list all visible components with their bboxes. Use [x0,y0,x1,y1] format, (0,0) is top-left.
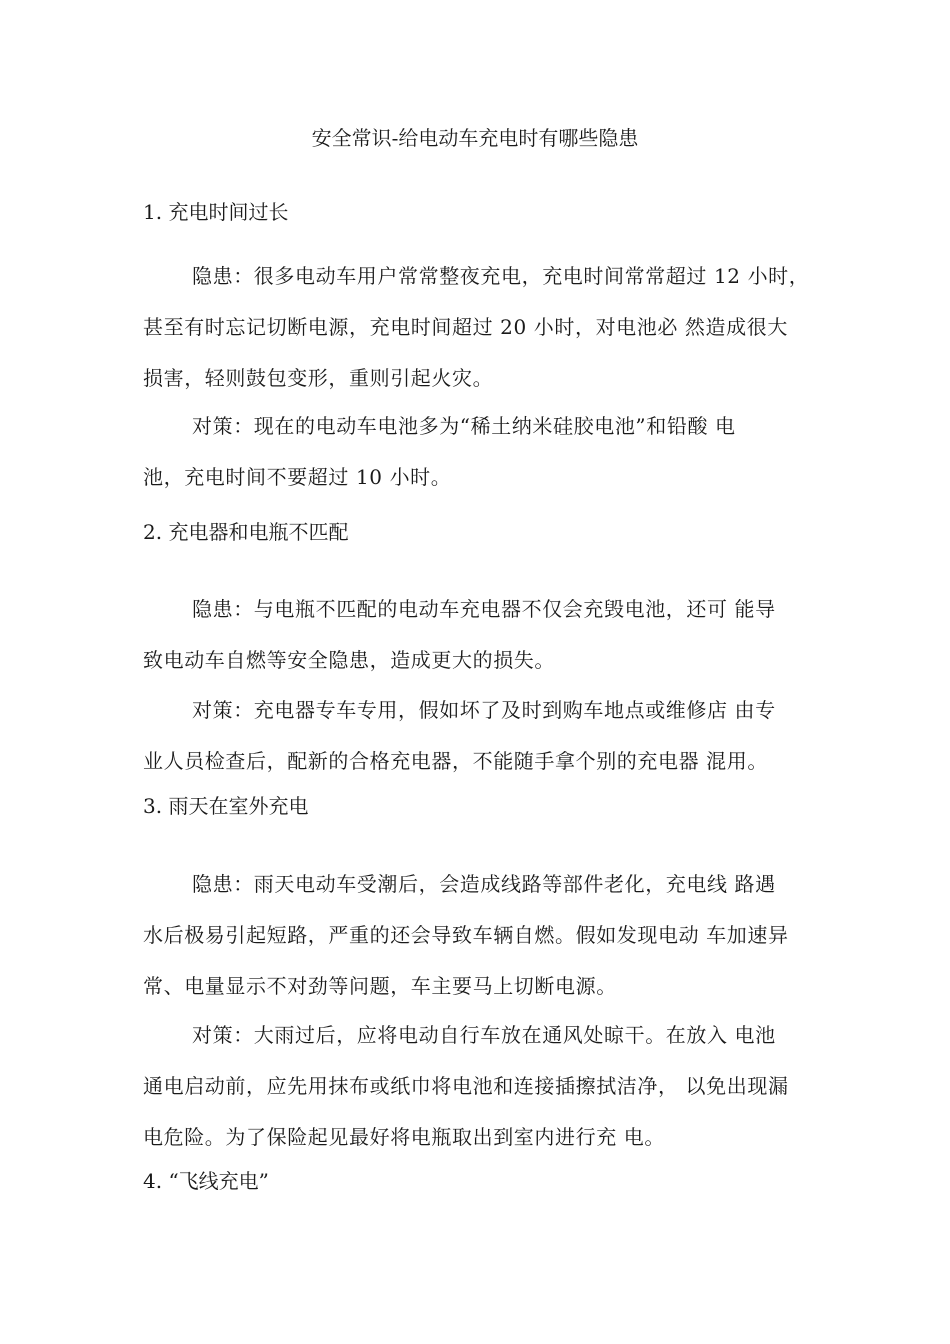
paragraph-line: 隐患：雨天电动车受潮后，会造成线路等部件老化，充电线 路遇 [192,872,776,896]
paragraph-line: 通电启动前，应先用抹布或纸巾将电池和连接插擦拭洁净， 以免出现漏 [143,1074,789,1098]
paragraph-line: 致电动车自燃等安全隐患，造成更大的损失。 [143,648,555,672]
paragraph-line: 水后极易引起短路，严重的还会导致车辆自燃。假如发现电动 车加速异 [143,923,789,947]
section-heading-1: 1. 充电时间过长 [143,200,289,224]
section-3-hazard-paragraph [143,859,823,1012]
section-1-measure-paragraph [143,401,823,503]
paragraph-line: 对策：大雨过后，应将电动自行车放在通风处晾干。在放入 电池 [192,1023,776,1047]
section-heading-4: 4. “飞线充电” [143,1169,269,1193]
paragraph-line: 对策：现在的电动车电池多为“稀土纳米硅胶电池”和铅酸 电 [192,414,736,438]
section-3-measure-paragraph [143,1010,823,1163]
paragraph-line: 池，充电时间不要超过 10 小时。 [143,465,452,489]
paragraph-line: 电危险。为了保险起见最好将电瓶取出到室内进行充 电。 [143,1125,665,1149]
section-1-hazard-paragraph [143,251,823,404]
paragraph-line: 隐患：与电瓶不匹配的电动车充电器不仅会充毁电池，还可 能导 [192,597,776,621]
section-heading-3: 3. 雨天在室外充电 [143,794,309,818]
paragraph-line: 隐患：很多电动车用户常常整夜充电，充电时间常常超过 12 小时， [192,264,810,288]
document-title: 安全常识-给电动车充电时有哪些隐患 [311,126,639,150]
paragraph-line: 对策：充电器专车专用，假如坏了及时到购车地点或维修店 由专 [192,698,776,722]
section-2-measure-paragraph [143,685,823,787]
paragraph-line: 甚至有时忘记切断电源，充电时间超过 20 小时，对电池必 然造成很大 [143,315,788,339]
section-2-hazard-paragraph [143,584,823,686]
paragraph-line: 业人员检查后，配新的合格充电器，不能随手拿个别的充电器 混用。 [143,749,768,773]
paragraph-line: 损害，轻则鼓包变形，重则引起火灾。 [143,366,494,390]
paragraph-line: 常、电量显示不对劲等问题，车主要马上切断电源。 [143,974,617,998]
section-heading-2: 2. 充电器和电瓶不匹配 [143,520,349,544]
